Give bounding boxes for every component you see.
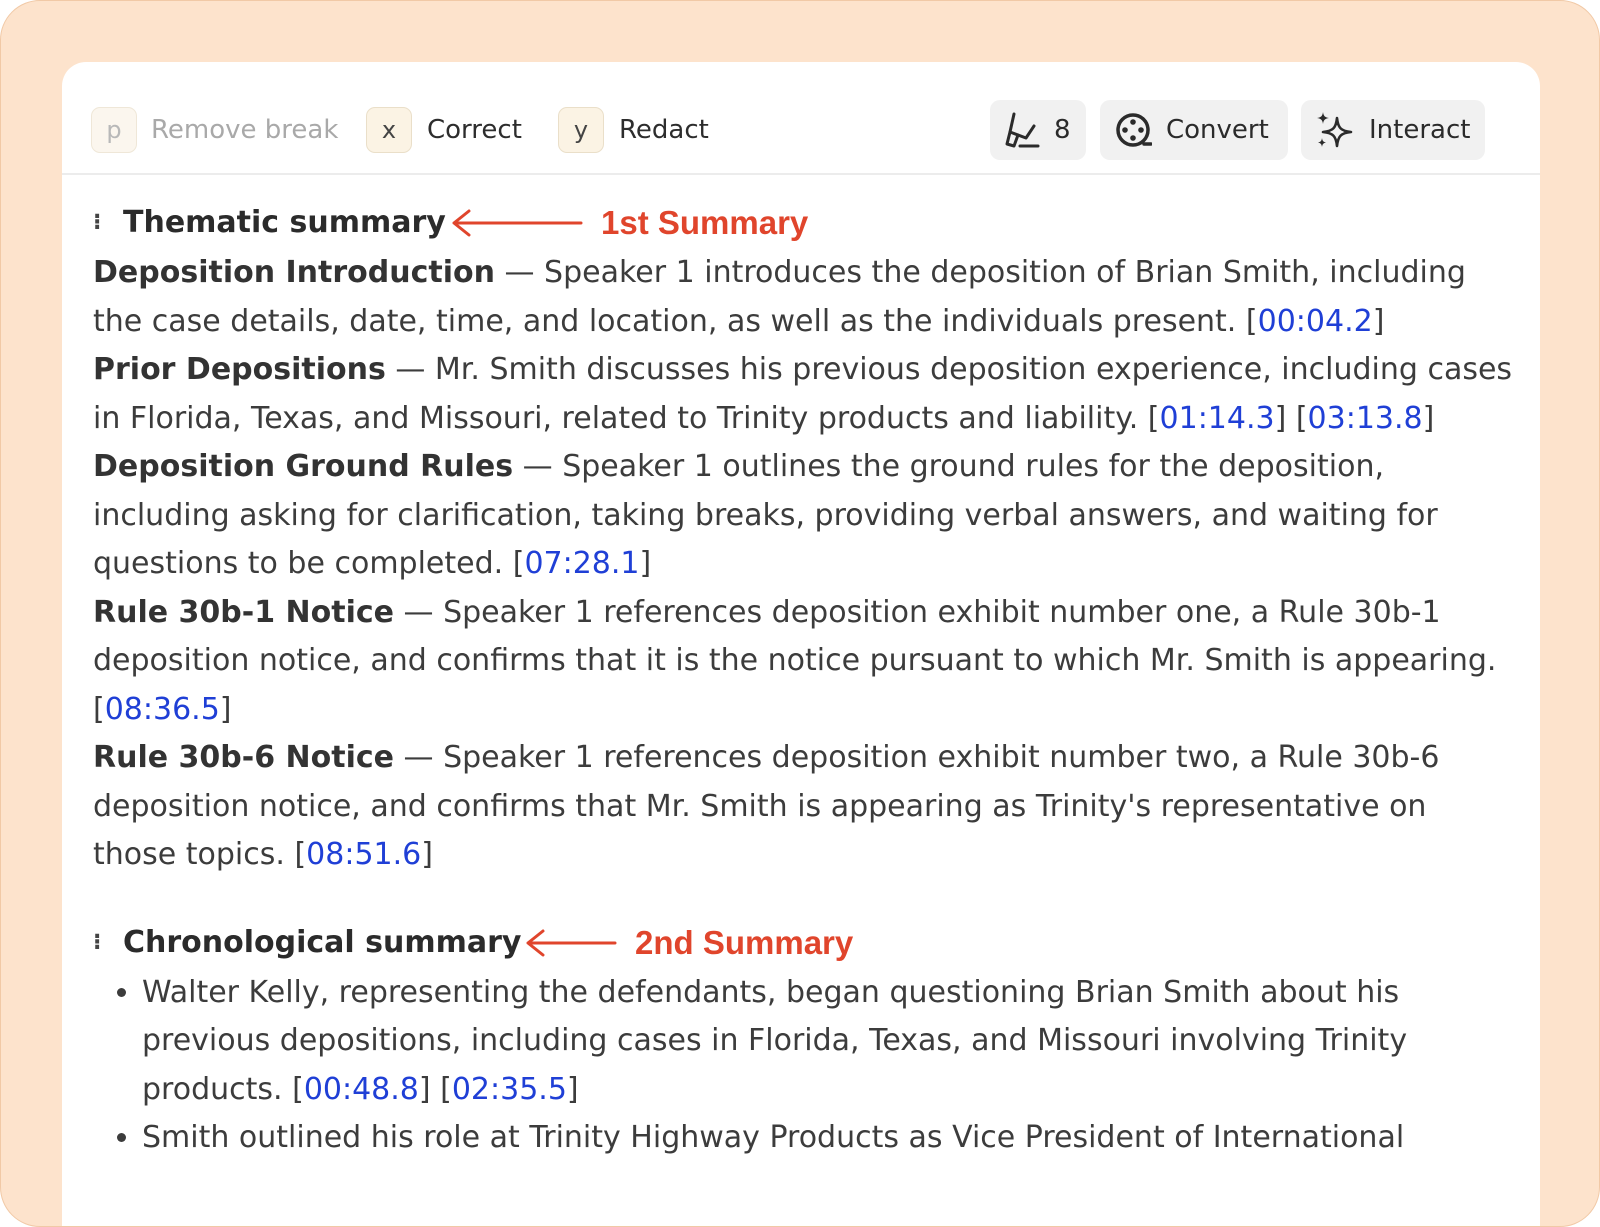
shortcut-key-x[interactable]: x <box>366 107 412 153</box>
bullet-text: Smith outlined his role at Trinity Highway Products as Vice President of International <box>142 1120 1405 1155</box>
topic-title: Prior Depositions <box>93 352 386 387</box>
timestamp-link[interactable]: 08:51.6 <box>306 837 422 872</box>
annotation-label: 1st Summary <box>601 204 809 241</box>
redact-label[interactable]: Redact <box>619 115 709 145</box>
drag-handle-icon[interactable]: ⁝ <box>93 210 102 235</box>
section-title: Chronological summary <box>123 924 522 960</box>
thematic-summary-heading <box>93 197 1513 249</box>
thematic-item: Rule 30b-6 Notice — Speaker 1 references deposition exhibit number two, a Rule 30b-6 deposition notice, and confirms that Mr. Smith is appearing as Trinity's representative on those topics. [08:51.6] <box>93 740 1440 872</box>
summary-content <box>93 197 1513 1163</box>
left-arrow-icon <box>525 928 617 958</box>
chronological-summary-heading <box>93 917 1513 969</box>
annotation-2 <box>525 917 853 969</box>
timestamp-link[interactable]: 01:14.3 <box>1159 400 1275 436</box>
timestamp-link[interactable]: 07:28.1 <box>524 546 640 581</box>
correct-label[interactable]: Correct <box>427 115 522 145</box>
topic-title: Rule 30b-6 Notice <box>93 740 394 775</box>
chronological-list <box>93 969 1513 1163</box>
timestamp-link[interactable]: 00:48.8 <box>303 1071 419 1107</box>
remove-break-label[interactable]: Remove break <box>151 115 339 145</box>
topic-text: — Speaker 1 outlines the ground rules for the deposition, including asking for clarification, taking breaks, providing verbal answers, and waiting for questions to be completed. <box>93 449 1438 581</box>
thematic-item: Deposition Ground Rules — Speaker 1 outlines the ground rules for the deposition, including asking for clarification, taking breaks, providing verbal answers, and waiting for questions to be completed. [07:28.1] <box>93 449 1438 581</box>
annotation-1 <box>451 197 808 249</box>
left-arrow-icon <box>451 208 583 238</box>
shortcut-key-y[interactable]: y <box>558 107 604 153</box>
list-item: • Walter Kelly, representing the defendants, began questioning Brian Smith about his previous depositions, including cases in Florida, Texas, and Missouri involving Trinity products. [00:48.8] [02:35.5] <box>142 969 1513 1115</box>
interact-label: Interact <box>1369 115 1471 145</box>
section-title: Thematic summary <box>123 205 446 240</box>
topic-title: Deposition Introduction <box>93 255 495 290</box>
film-reel-icon <box>1114 111 1152 149</box>
bullet-text: Walter Kelly, representing the defendants, began questioning Brian Smith about his previous depositions, including cases in Florida, Texas, and Missouri involving Trinity products. <box>142 974 1408 1107</box>
thematic-item: Prior Depositions — Mr. Smith discusses his previous deposition experience, including cases in Florida, Texas, and Missouri, related to Trinity products and liability. [01:14.3] [03:13.8] <box>93 352 1513 436</box>
timestamp-link[interactable]: 03:13.8 <box>1307 400 1423 436</box>
timestamp-link[interactable]: 02:35.5 <box>451 1071 567 1107</box>
topic-title: Deposition Ground Rules <box>93 449 514 484</box>
timestamp-link[interactable]: 00:04.2 <box>1257 303 1373 339</box>
topic-text: — Speaker 1 references deposition exhibit number two, a Rule 30b-6 deposition notice, and confirms that Mr. Smith is appearing as Trinity's representative on those topics. <box>93 740 1440 872</box>
toolbar <box>62 62 1540 175</box>
topic-text: — Speaker 1 introduces the deposition of Brian Smith, including the case details, date, time, and location, as well as the individuals present. <box>93 255 1466 339</box>
list-item <box>142 1114 1513 1163</box>
drag-handle-icon[interactable]: ⁝ <box>93 929 102 955</box>
thematic-item: Deposition Introduction — Speaker 1 introduces the deposition of Brian Smith, including the case details, date, time, and location, as well as the individuals present. [00:04.2] <box>93 255 1466 339</box>
convert-button[interactable] <box>1100 100 1288 160</box>
highlights-count: 8 <box>1054 115 1071 145</box>
thematic-item: Rule 30b-1 Notice — Speaker 1 references deposition exhibit number one, a Rule 30b-1 deposition notice, and confirms that it is the notice pursuant to which Mr. Smith is appearing. [08:36.5] <box>93 594 1497 727</box>
topic-text: — Speaker 1 references deposition exhibit number one, a Rule 30b-1 deposition notice, and confirms that it is the notice pursuant to which Mr. Smith is appearing. <box>93 594 1497 678</box>
topic-text: — Mr. Smith discusses his previous deposition experience, including cases in Florida, Texas, and Missouri, related to Trinity products and liability. <box>93 352 1513 436</box>
highlights-button[interactable] <box>990 100 1086 160</box>
section-spacer <box>93 880 1513 917</box>
summary-panel <box>62 62 1540 1227</box>
highlighter-icon <box>1004 110 1040 150</box>
annotation-label: 2nd Summary <box>635 923 854 961</box>
sparkles-icon <box>1315 110 1355 150</box>
timestamp-link[interactable]: 08:36.5 <box>104 691 220 727</box>
topic-title: Rule 30b-1 Notice <box>93 594 394 630</box>
convert-label: Convert <box>1166 115 1269 145</box>
interact-button[interactable] <box>1301 100 1485 160</box>
shortcut-key-p[interactable]: p <box>91 107 137 153</box>
